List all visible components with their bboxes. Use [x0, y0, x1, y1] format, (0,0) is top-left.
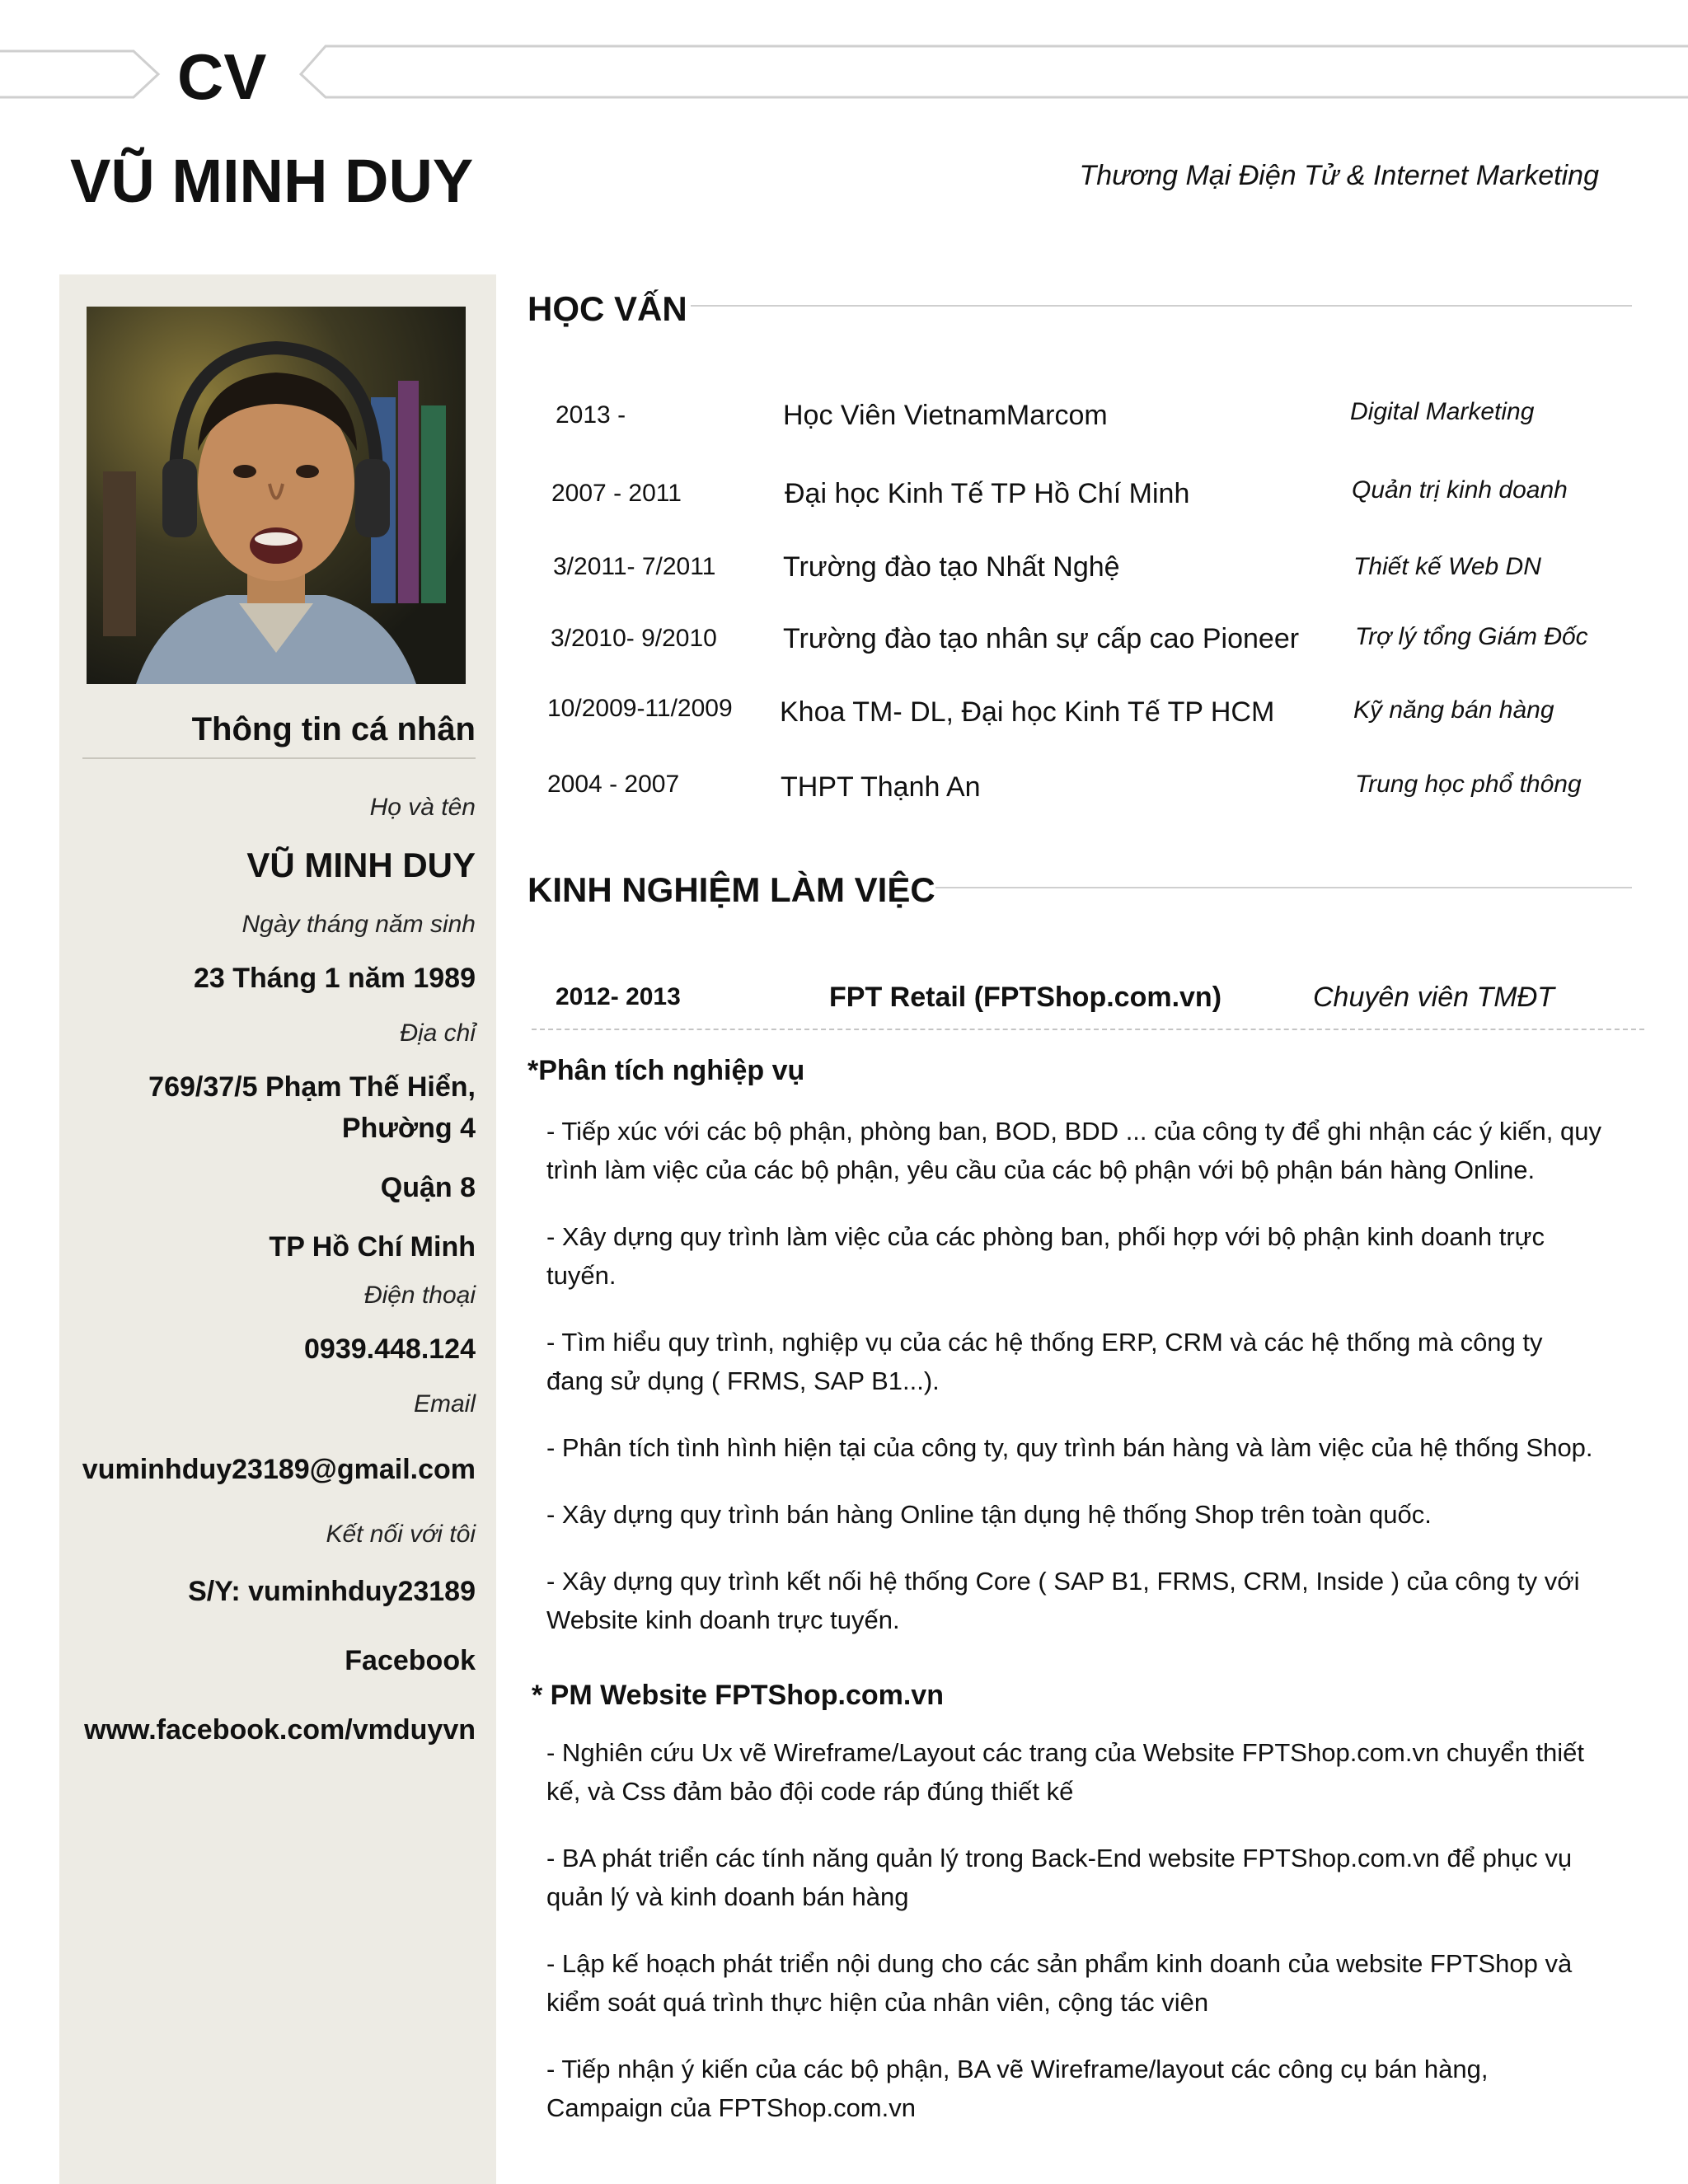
education-year: 2004 - 2007	[547, 771, 680, 798]
job-header	[544, 972, 1615, 1022]
education-row	[544, 542, 1615, 592]
list-item: - Xây dựng quy trình bán hàng Online tận dụng hệ thống Shop trên toàn quốc.	[546, 1500, 1432, 1529]
job-role: Chuyên viên TMĐT	[1313, 982, 1554, 1013]
candidate-subtitle: Thương Mại Điện Tử & Internet Marketing	[1079, 160, 1599, 191]
facebook-link[interactable]: www.facebook.com/vmduyvn	[84, 1714, 476, 1746]
personal-info-heading: Thông tin cá nhân	[191, 711, 476, 748]
candidate-name-title: VŨ MINH DUY	[70, 147, 474, 215]
list-item: - Tiếp xúc với các bộ phận, phòng ban, BOD, BDD ... của công ty để ghi nhận các ý kiến, quy trình làm việc của các bộ phận, yêu cầu của các bộ phận với bộ phận bán hàng Online.	[546, 1117, 1601, 1184]
education-school: Trường đào tạo Nhất Nghệ	[783, 551, 1120, 583]
education-row	[544, 391, 1615, 440]
education-major: Thiết kế Web DN	[1353, 553, 1541, 580]
list-item: - Xây dựng quy trình làm việc của các phòng ban, phối hợp với bộ phận kinh doanh trực tuyến.	[546, 1222, 1545, 1290]
facebook-label: Facebook	[345, 1645, 476, 1676]
pm-website-heading: * PM Website FPTShop.com.vn	[532, 1680, 944, 1711]
education-major: Digital Marketing	[1350, 398, 1535, 425]
address-district: Quận 8	[380, 1172, 476, 1203]
education-heading: HỌC VẤN	[528, 289, 687, 328]
pm-website-list	[546, 1733, 1601, 2155]
education-year: 2007 - 2011	[551, 480, 682, 507]
education-year: 2013 -	[556, 401, 626, 429]
education-row	[544, 687, 1615, 737]
skype-value: S/Y: vuminhduy23189	[188, 1576, 476, 1607]
phone-label: Điện thoại	[363, 1282, 476, 1309]
personal-info-list	[82, 791, 476, 1769]
education-major: Kỹ năng bán hàng	[1353, 696, 1554, 724]
list-item: - Nghiên cứu Ux vẽ Wireframe/Layout các trang của Website FPTShop.com.vn chuyển thiết kế, và Css đảm bảo đội code ráp đúng thiết kế	[546, 1738, 1585, 1806]
connect-label: Kết nối với tôi	[326, 1521, 476, 1548]
education-major: Quản trị kinh doanh	[1352, 476, 1568, 504]
address-label: Địa chỉ	[400, 1019, 476, 1047]
email-value[interactable]: vuminhduy23189@gmail.com	[82, 1454, 476, 1485]
education-school: Đại học Kinh Tế TP Hồ Chí Minh	[785, 478, 1190, 509]
address-line2: Phường 4	[341, 1113, 476, 1144]
education-row	[544, 469, 1615, 518]
business-analysis-list	[546, 1112, 1601, 1667]
business-analysis-heading: *Phân tích nghiệp vụ	[528, 1055, 805, 1086]
dob-value: 23 Tháng 1 năm 1989	[193, 963, 476, 994]
email-label: Email	[413, 1390, 476, 1418]
list-item: - Lập kế hoạch phát triển nội dung cho các sản phẩm kinh doanh của website FPTShop và kiểm soát quá trình thực hiện của nhân viên, cộng tác viên	[546, 1949, 1573, 2017]
cv-label: CV	[177, 40, 267, 113]
education-row	[544, 614, 1615, 663]
fullname-value: VŨ MINH DUY	[246, 846, 476, 884]
education-school: Khoa TM- DL, Đại học Kinh Tế TP HCM	[780, 696, 1275, 728]
education-school: Trường đào tạo nhân sự cấp cao Pioneer	[783, 623, 1300, 654]
list-item: - Xây dựng quy trình kết nối hệ thống Core ( SAP B1, FRMS, CRM, Inside ) của công ty với Website kinh doanh trực tuyến.	[546, 1567, 1580, 1634]
education-rule	[691, 305, 1632, 307]
phone-value: 0939.448.124	[304, 1333, 476, 1365]
education-school: THPT Thạnh An	[781, 771, 981, 803]
fullname-label: Họ và tên	[369, 794, 476, 821]
address-line1: 769/37/5 Phạm Thế Hiển,	[148, 1071, 476, 1103]
dob-label: Ngày tháng năm sinh	[241, 911, 476, 938]
education-year: 3/2011- 7/2011	[553, 553, 716, 580]
education-school: Học Viên VietnamMarcom	[783, 400, 1108, 431]
list-item: - Tiếp nhận ý kiến của các bộ phận, BA vẽ Wireframe/layout các công cụ bán hàng, Campaign của FPTShop.com.vn	[546, 2055, 1489, 2122]
education-major: Trợ lý tổng Giám Đốc	[1355, 623, 1588, 650]
job-company: FPT Retail (FPTShop.com.vn)	[829, 982, 1222, 1013]
experience-heading: KINH NGHIỆM LÀM VIỆC	[528, 870, 935, 909]
list-item: - Phân tích tình hình hiện tại của công ty, quy trình bán hàng và làm việc của hệ thống Shop.	[546, 1433, 1593, 1462]
education-row	[544, 762, 1615, 812]
profile-photo	[87, 307, 466, 684]
education-year: 10/2009-11/2009	[547, 695, 733, 722]
job-period: 2012- 2013	[556, 983, 681, 1010]
address-city: TP Hồ Chí Minh	[269, 1231, 476, 1263]
experience-rule	[935, 887, 1632, 888]
personal-info-divider	[82, 757, 476, 759]
education-major: Trung học phổ thông	[1355, 771, 1582, 798]
list-item: - Tìm hiểu quy trình, nghiệp vụ của các hệ thống ERP, CRM và các hệ thống mà công ty đang sử dụng ( FRMS, SAP B1...).	[546, 1328, 1543, 1395]
education-year: 3/2010- 9/2010	[551, 625, 717, 652]
list-item: - BA phát triển các tính năng quản lý trong Back-End website FPTShop.com.vn để phục vụ quản lý và kinh doanh bán hàng	[546, 1844, 1573, 1911]
job-divider	[532, 1029, 1644, 1030]
